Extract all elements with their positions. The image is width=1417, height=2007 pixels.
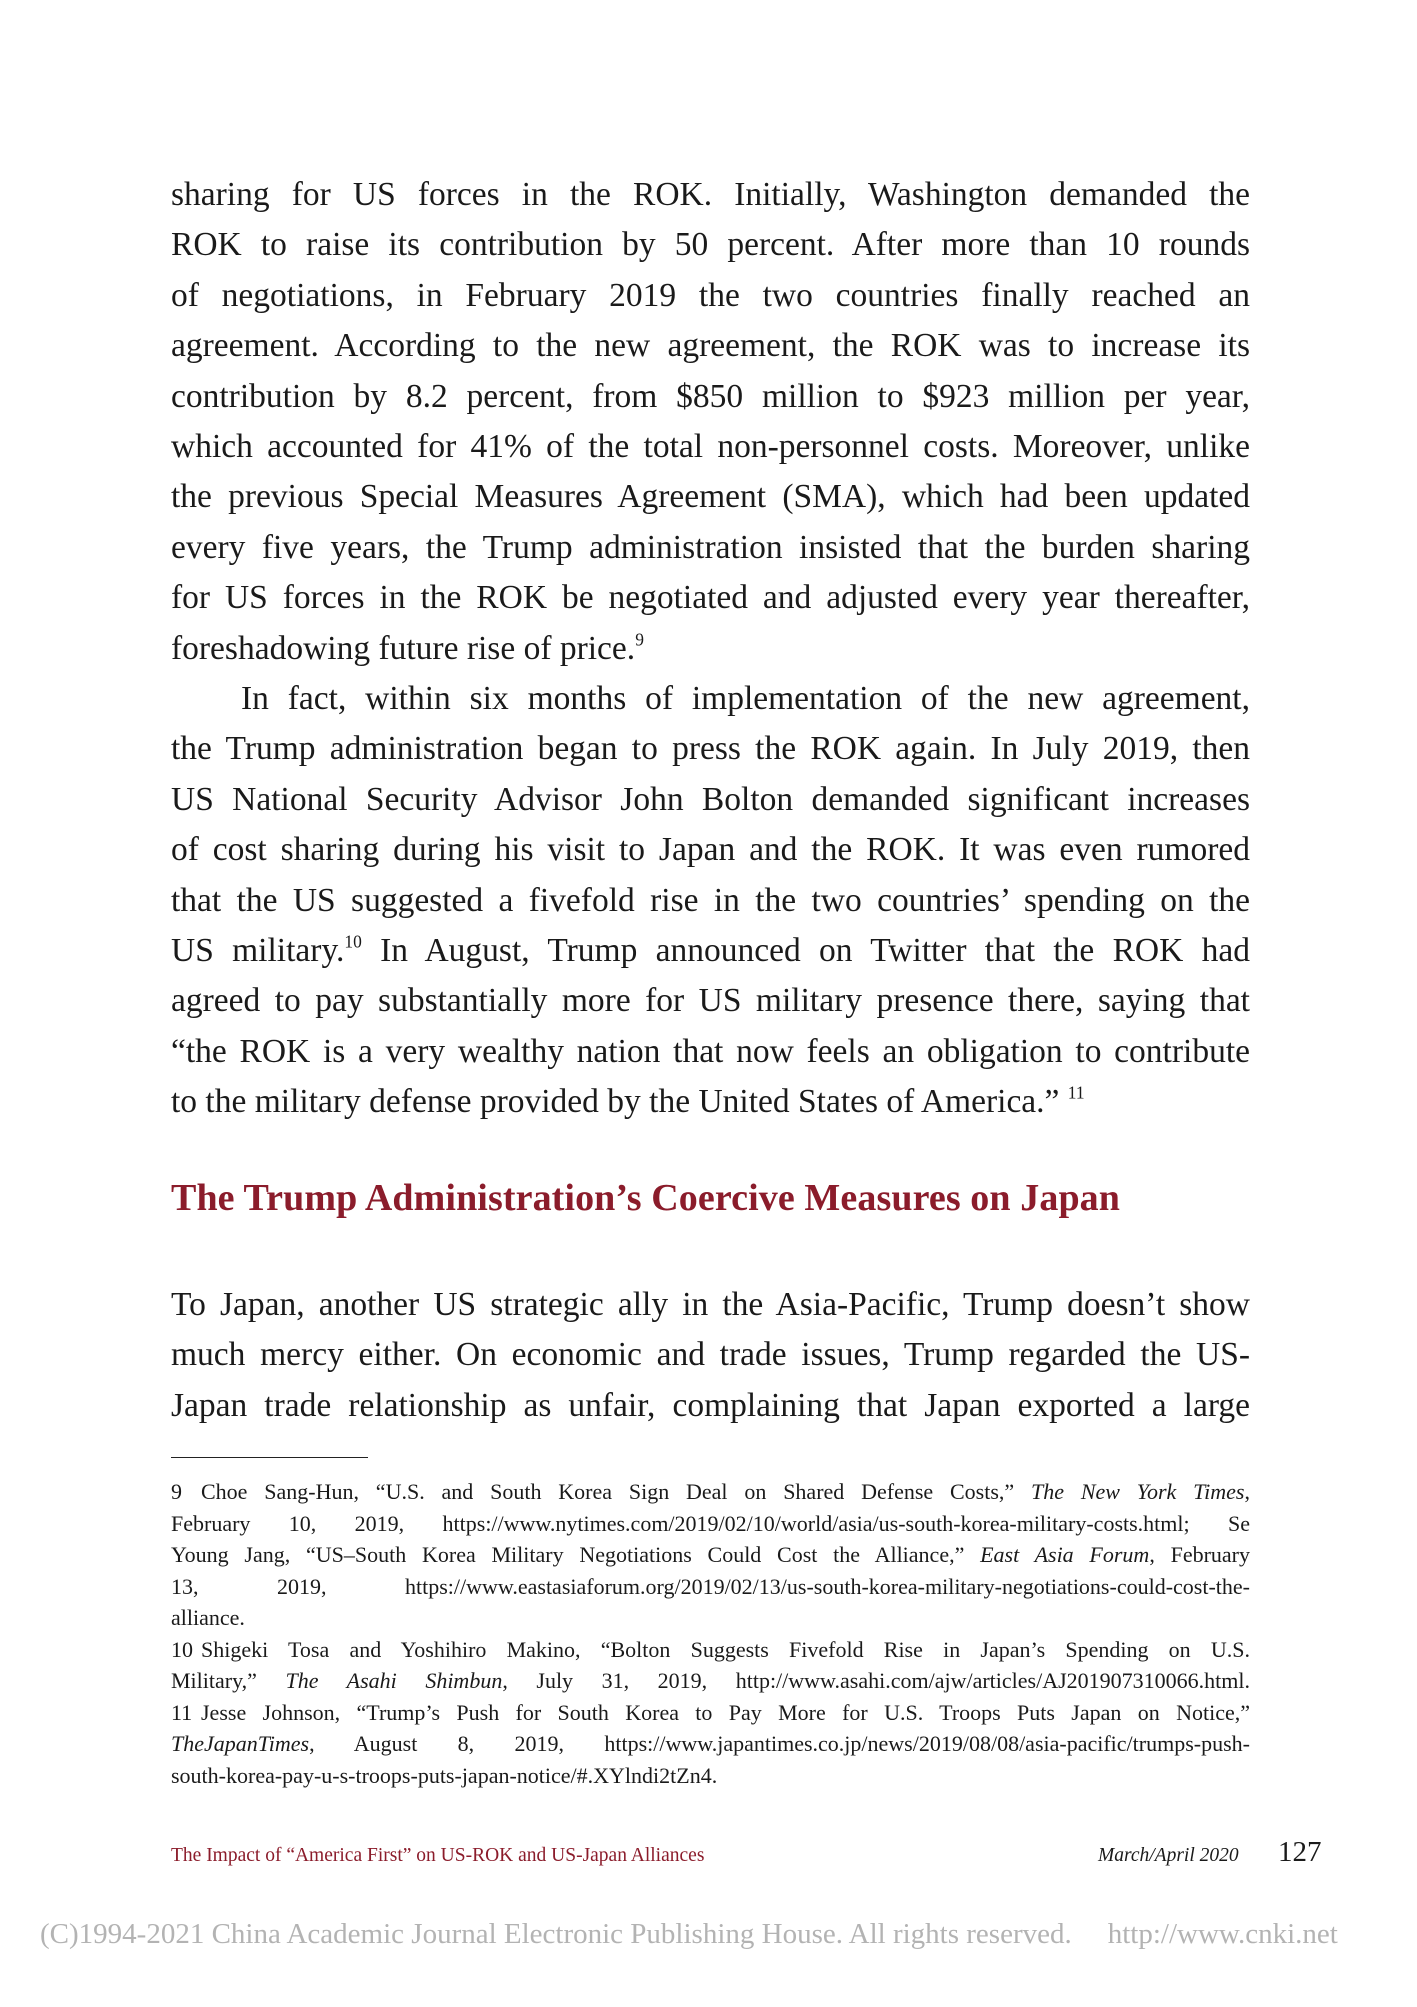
footnote-11-url-line[interactable]: south-korea-pay-u-s-troops-puts-japan-notice/#.XYlndi2tZn4. (171, 1762, 718, 1788)
footnote-9-line[interactable]: February 10, 2019, https://www.nytimes.com/2019/02/10/world/asia/us-south-korea-military-costs.html; Se (171, 1510, 1250, 1536)
text-line: agreement. According to the new agreement, the ROK was to increase its (171, 327, 1250, 365)
footnote-text: Shigeki Tosa and Yoshihiro Makino, “Bolton Suggests Fivefold Rise in Japan’s Spending on U.S. (201, 1636, 1250, 1662)
text-line: agreed to pay substantially more for US military presence there, saying that (171, 982, 1250, 1020)
publication-title: The New York Times (1031, 1479, 1245, 1504)
footnote-divider (171, 1457, 368, 1458)
footnote-9-url-line[interactable]: 13, 2019, https://www.eastasiaforum.org/2019/02/13/us-south-korea-military-negotiations-could-cost-the- (171, 1573, 1250, 1599)
body-paragraph-1 (171, 170, 1250, 674)
text-line: Japan trade relationship as unfair, complaining that Japan exported a large (171, 1386, 1250, 1424)
text-line: the Trump administration began to press the ROK again. In July 2019, then (171, 730, 1250, 768)
text-line: ROK to raise its contribution by 50 percent. After more than 10 rounds (171, 226, 1250, 264)
footnote-reference-11[interactable]: 11 (1067, 1082, 1085, 1103)
text-line: the previous Special Measures Agreement (SMA), which had been updated (171, 478, 1250, 516)
issue-date: March/April 2020 (1098, 1845, 1239, 1866)
text-line: In fact, within six months of implementation of the new agreement, (241, 680, 1250, 717)
footnote-10-line (171, 1634, 1250, 1666)
publication-title: TheJapanTimes (171, 1731, 310, 1756)
footnote-9-line (171, 1476, 1250, 1508)
page-number: 127 (1278, 1836, 1322, 1868)
footnote-9-line (171, 1539, 1250, 1571)
text-line (171, 926, 1250, 976)
footnote-text: Choe Sang-Hun, “U.S. and South Korea Sign Deal on Shared Defense Costs,” (201, 1479, 1032, 1504)
footnote-number: 11 (171, 1699, 193, 1725)
publication-title: East Asia Forum (980, 1542, 1150, 1567)
text-line: contribution by 8.2 percent, from $850 million to $923 million per year, (171, 377, 1250, 415)
text-line: US National Security Advisor John Bolton demanded significant increases (171, 780, 1250, 818)
text-segment: In August, Trump announced on Twitter that the ROK had (361, 931, 1250, 969)
watermark-url[interactable]: http://www.cnki.net (1107, 1918, 1338, 1950)
text-line: of cost sharing during his visit to Japan and the ROK. It was even rumored (171, 831, 1250, 869)
text-line: sharing for US forces in the ROK. Initially, Washington demanded the (171, 176, 1250, 213)
footnote-11-line (171, 1697, 1250, 1729)
footnote-text: , (1244, 1479, 1250, 1504)
text-line: that the US suggested a fivefold rise in the two countries’ spending on the (171, 881, 1250, 919)
footnote-url-text[interactable]: , August 8, 2019, https://www.japantimes.co.jp/news/2019/08/08/asia-pacific/trumps-push- (309, 1731, 1250, 1756)
body-paragraph-3 (171, 1280, 1250, 1431)
publication-title: The Asahi Shimbun (285, 1668, 503, 1693)
footnote-10-line (171, 1665, 1250, 1697)
text-line (171, 624, 1250, 674)
footnote-11-line (171, 1728, 1250, 1760)
text-line: much mercy either. On economic and trade issues, Trump regarded the US- (171, 1336, 1250, 1374)
text-line: of negotiations, in February 2019 the two countries finally reached an (171, 276, 1250, 314)
footnote-9-url-line[interactable]: alliance. (171, 1605, 245, 1630)
section-heading: The Trump Administration’s Coercive Measures on Japan (171, 1177, 1121, 1219)
copyright-watermark (40, 1918, 1380, 1951)
footnote-text: Military,” (171, 1668, 286, 1693)
text-segment: foreshadowing future rise of price. (171, 629, 636, 667)
footnote-url-text[interactable]: , July 31, 2019, http://www.asahi.com/ajw/articles/AJ201907310066.html. (502, 1668, 1250, 1693)
text-line: which accounted for 41% of the total non-personnel costs. Moreover, unlike (171, 427, 1250, 465)
text-segment: to the military defense provided by the United States of America.” (171, 1083, 1068, 1121)
text-line: “the ROK is a very wealthy nation that now feels an obligation to contribute (171, 1032, 1250, 1070)
footnote-text: , February (1149, 1542, 1250, 1567)
copyright-text: (C)1994-2021 China Academic Journal Electronic Publishing House. All rights reserved. (40, 1918, 1072, 1950)
body-paragraph-2 (171, 674, 1250, 1128)
footnote-number: 9 (171, 1479, 182, 1504)
footnote-number: 10 (171, 1636, 193, 1662)
text-segment: US military. (171, 931, 345, 969)
text-line: every five years, the Trump administration insisted that the burden sharing (171, 528, 1250, 566)
footnote-text: Jesse Johnson, “Trump’s Push for South Korea to Pay More for U.S. Troops Puts Japan on Notice,” (201, 1699, 1250, 1725)
footnote-reference-9[interactable]: 9 (635, 628, 644, 649)
text-line: To Japan, another US strategic ally in the Asia-Pacific, Trump doesn’t show (171, 1286, 1250, 1323)
footnote-reference-10[interactable]: 10 (344, 931, 362, 952)
running-title: The Impact of “America First” on US-ROK and US-Japan Alliances (171, 1845, 705, 1866)
footnote-text: Young Jang, “US–South Korea Military Negotiations Could Cost the Alliance,” (171, 1542, 981, 1567)
text-line (171, 1077, 1250, 1127)
text-line: for US forces in the ROK be negotiated and adjusted every year thereafter, (171, 579, 1250, 617)
footnotes (171, 1476, 1250, 1791)
